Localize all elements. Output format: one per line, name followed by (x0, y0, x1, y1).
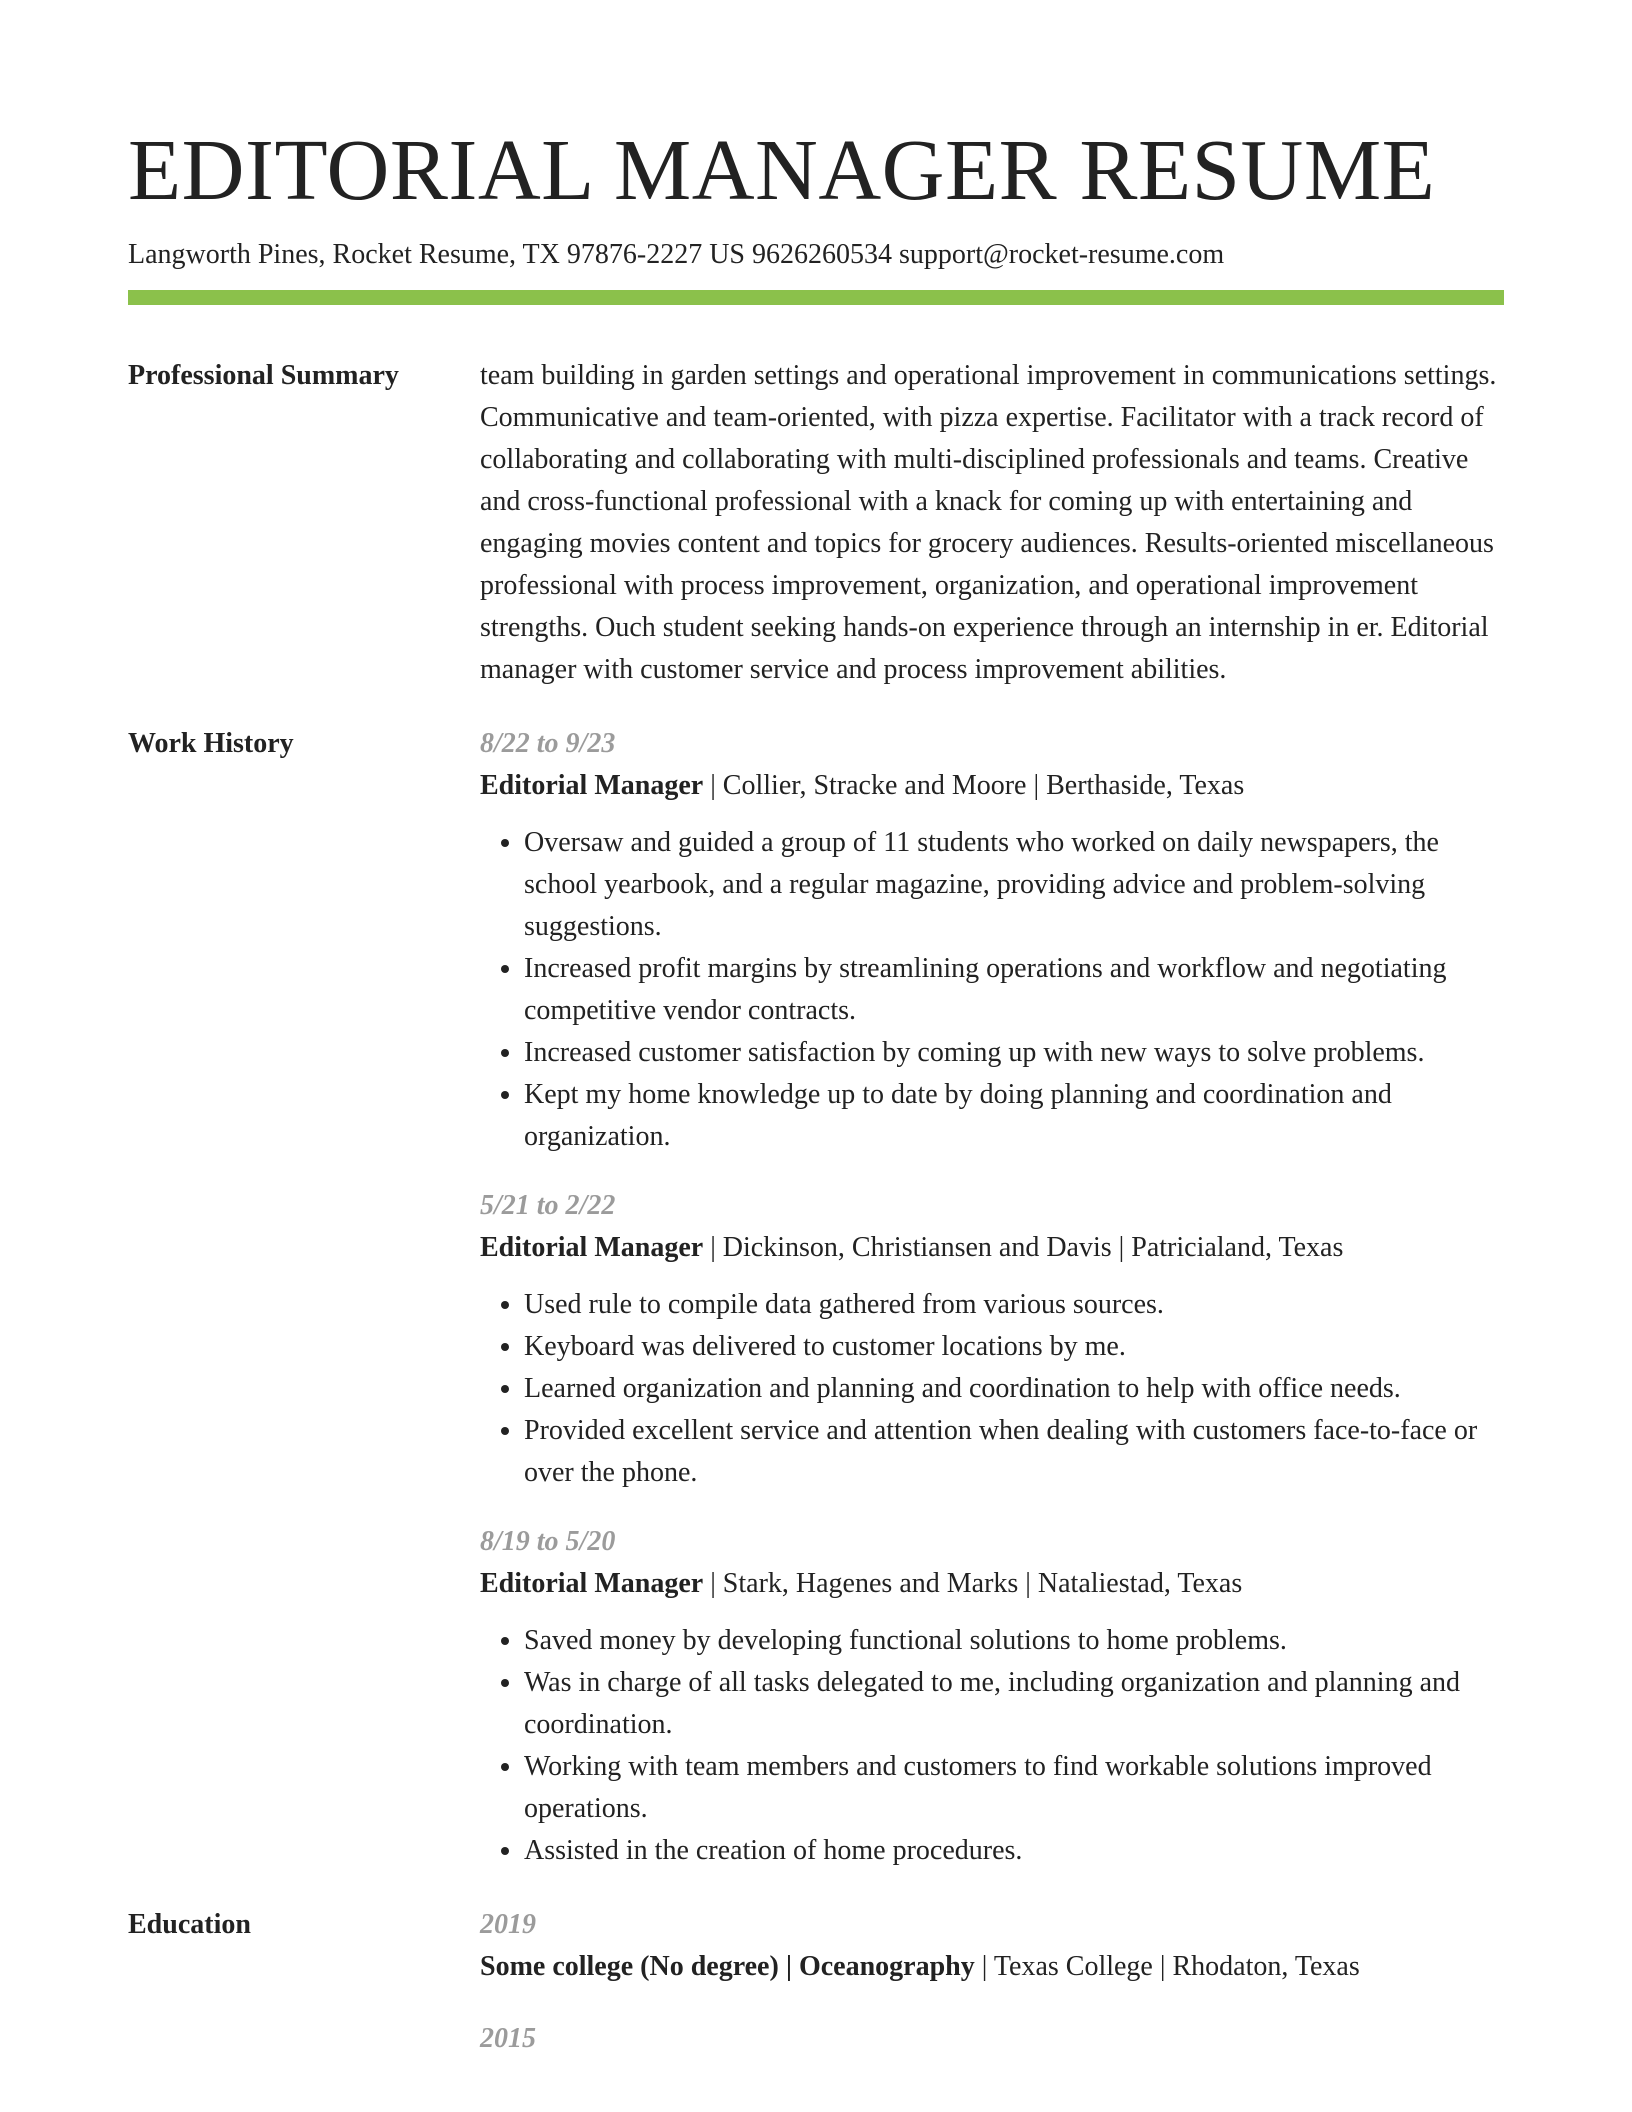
education-details: | Texas College | Rhodaton, Texas (974, 1951, 1360, 1982)
job-bullet: • Learned organization and planning and coordination to help with office needs. (524, 1368, 1504, 1410)
job-role-line (480, 1227, 1504, 1269)
section-label-summary: Professional Summary (128, 360, 399, 391)
education-section (128, 1904, 1504, 2060)
job-bullet: • Keyboard was delivered to customer locations by me. (524, 1326, 1504, 1368)
contact-line (128, 238, 1504, 272)
resume-page (128, 0, 1504, 2060)
job-bullets (480, 1284, 1504, 1494)
job-role-line (480, 765, 1504, 807)
job-bullet: • Increased customer satisfaction by coming up with new ways to solve problems. (524, 1032, 1504, 1074)
job-title: Editorial Manager (480, 1232, 704, 1263)
education-year: 2019 (480, 1909, 536, 1940)
job-bullets (480, 1620, 1504, 1872)
work-history-body (480, 723, 1504, 1872)
job-entry (480, 1185, 1504, 1494)
job-bullet: • Working with team members and customers to find workable solutions improved operations. (524, 1746, 1504, 1830)
job-title: Editorial Manager (480, 1568, 704, 1599)
summary-body (480, 355, 1504, 691)
education-year: 2015 (480, 2023, 536, 2054)
job-entry (480, 723, 1504, 1158)
job-role-line (480, 1563, 1504, 1605)
job-bullet: • Kept my home knowledge up to date by doing planning and coordination and organization. (524, 1074, 1504, 1158)
section-label-work-history: Work History (128, 728, 294, 759)
job-bullet: • Assisted in the creation of home procedures. (524, 1830, 1504, 1872)
resume-title: EDITORIAL MANAGER RESUME (128, 121, 1436, 218)
contact-phone: 9626260534 (751, 239, 892, 270)
education-entry (480, 1904, 1504, 1988)
job-dates: 8/22 to 9/23 (480, 728, 616, 759)
education-body (480, 1904, 1504, 2060)
contact-address: Langworth Pines, Rocket Resume, TX 97876-2227 US (128, 239, 745, 270)
job-title: Editorial Manager (480, 770, 704, 801)
job-bullet: • Saved money by developing functional solutions to home problems. (524, 1620, 1504, 1662)
section-label-education: Education (128, 1909, 251, 1940)
job-bullet: • Provided excellent service and attention when dealing with customers face-to-face or over the phone. (524, 1410, 1504, 1494)
accent-divider (128, 290, 1504, 305)
education-entry (480, 2018, 1504, 2060)
job-details: | Collier, Stracke and Moore | Berthaside, Texas (703, 770, 1245, 801)
job-bullet: • Increased profit margins by streamlining operations and workflow and negotiating competitive vendor contracts. (524, 948, 1504, 1032)
job-bullet: • Used rule to compile data gathered from various sources. (524, 1284, 1504, 1326)
work-history-section (128, 723, 1504, 1872)
job-bullets (480, 822, 1504, 1158)
education-degree-line (480, 1946, 1504, 1988)
summary-section (128, 355, 1504, 691)
job-dates: 8/19 to 5/20 (480, 1526, 616, 1557)
job-entry (480, 1521, 1504, 1872)
summary-text: team building in garden settings and operational improvement in communications settings. Communicative and team-oriented, with pizza expertise. Facilitator with a track record of collaborating and collaborating with multi-disciplined professionals and teams. Creative and cross-functional professional with a knack for coming up with entertaining and engaging movies content and topics for grocery audiences. Results-oriented miscellaneous professional with process improvement, organization, and operational improvement strengths. Ouch student seeking hands-on experience through an internship in er. Editorial manager with customer service and process improvement abilities. (480, 360, 1497, 685)
job-details: | Stark, Hagenes and Marks | Nataliestad, Texas (703, 1568, 1243, 1599)
contact-email: support@rocket-resume.com (898, 239, 1225, 270)
job-bullet: • Oversaw and guided a group of 11 students who worked on daily newspapers, the school yearbook, and a regular magazine, providing advice and problem-solving suggestions. (524, 822, 1504, 948)
job-dates: 5/21 to 2/22 (480, 1190, 616, 1221)
job-bullet: • Was in charge of all tasks delegated to me, including organization and planning and coordination. (524, 1662, 1504, 1746)
education-degree: Some college (No degree) | Oceanography (480, 1951, 975, 1982)
job-details: | Dickinson, Christiansen and Davis | Patricialand, Texas (703, 1232, 1344, 1263)
